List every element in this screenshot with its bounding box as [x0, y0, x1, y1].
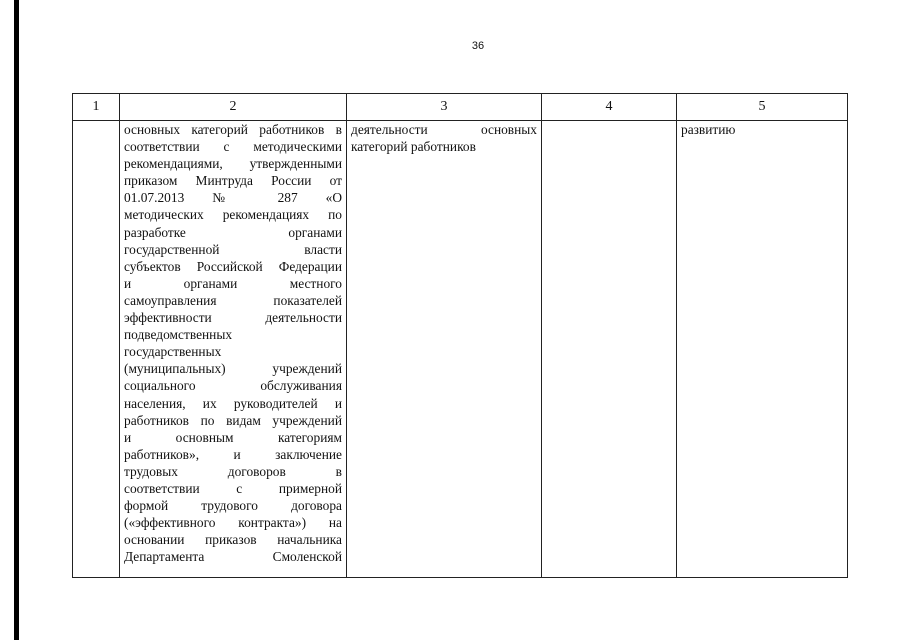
col2-text-line: субъектов Российской Федерации [124, 258, 342, 274]
col3-text-line: категорий работников [351, 139, 476, 155]
col2-text-line: Департамента Смоленской [124, 549, 342, 565]
col3-text-line: деятельности основных [351, 122, 537, 137]
col2-text-line: работников», и заключение [124, 446, 342, 462]
col2-text-line: соответствии с примерной [124, 480, 342, 496]
column-header-1: 1 [73, 94, 120, 121]
column-header-5: 5 [677, 94, 848, 121]
col2-text-line: рекомендациями, утвержденными [124, 156, 342, 172]
page-number: 36 [471, 40, 485, 52]
col2-text-line: социального обслуживания [124, 378, 342, 394]
col2-text-line: разработке органами [124, 224, 342, 240]
col2-text-line: населения, их руководителей и [124, 395, 342, 411]
col2-text-line: основных категорий работников в [124, 122, 342, 137]
col2-text-line: подведомственных [124, 327, 233, 343]
column-header-3: 3 [347, 94, 542, 121]
cell-col5 [677, 121, 848, 578]
col5-text: развитию [681, 122, 736, 137]
col2-text-line: работников по видам учреждений [124, 412, 342, 428]
col2-text-line: соответствии с методическими [124, 139, 342, 155]
document-table [72, 93, 848, 578]
cell-col1 [73, 121, 120, 578]
cell-col4 [542, 121, 677, 578]
col2-text-line: 01.07.2013 № 287 «О [124, 190, 342, 206]
col2-text-line: и основным категориям [124, 429, 342, 445]
col2-text-line: (муниципальных) учреждений [124, 361, 342, 377]
col2-text-line: эффективности деятельности [124, 310, 342, 326]
cell-col3 [347, 121, 542, 578]
col2-text-line: трудовых договоров в [124, 463, 342, 479]
scan-edge-bar [14, 0, 19, 640]
col2-text-line: государственной власти [124, 241, 342, 257]
col2-text-line: приказом Минтруда России от [124, 173, 342, 189]
column-header-4: 4 [542, 94, 677, 121]
column-header-2: 2 [120, 94, 347, 121]
table-row [73, 121, 848, 578]
cell-col2 [120, 121, 347, 578]
col2-text-line: и органами местного [124, 275, 342, 291]
table-header-row [73, 94, 848, 121]
col2-text-line: основании приказов начальника [124, 532, 342, 548]
col2-text-line: методических рекомендациях по [124, 207, 342, 223]
col2-text-line: («эффективного контракта») на [124, 515, 342, 531]
col2-text-line: государственных [124, 344, 222, 360]
col2-text-line: формой трудового договора [124, 498, 342, 514]
col2-text-line: самоуправления показателей [124, 292, 342, 308]
